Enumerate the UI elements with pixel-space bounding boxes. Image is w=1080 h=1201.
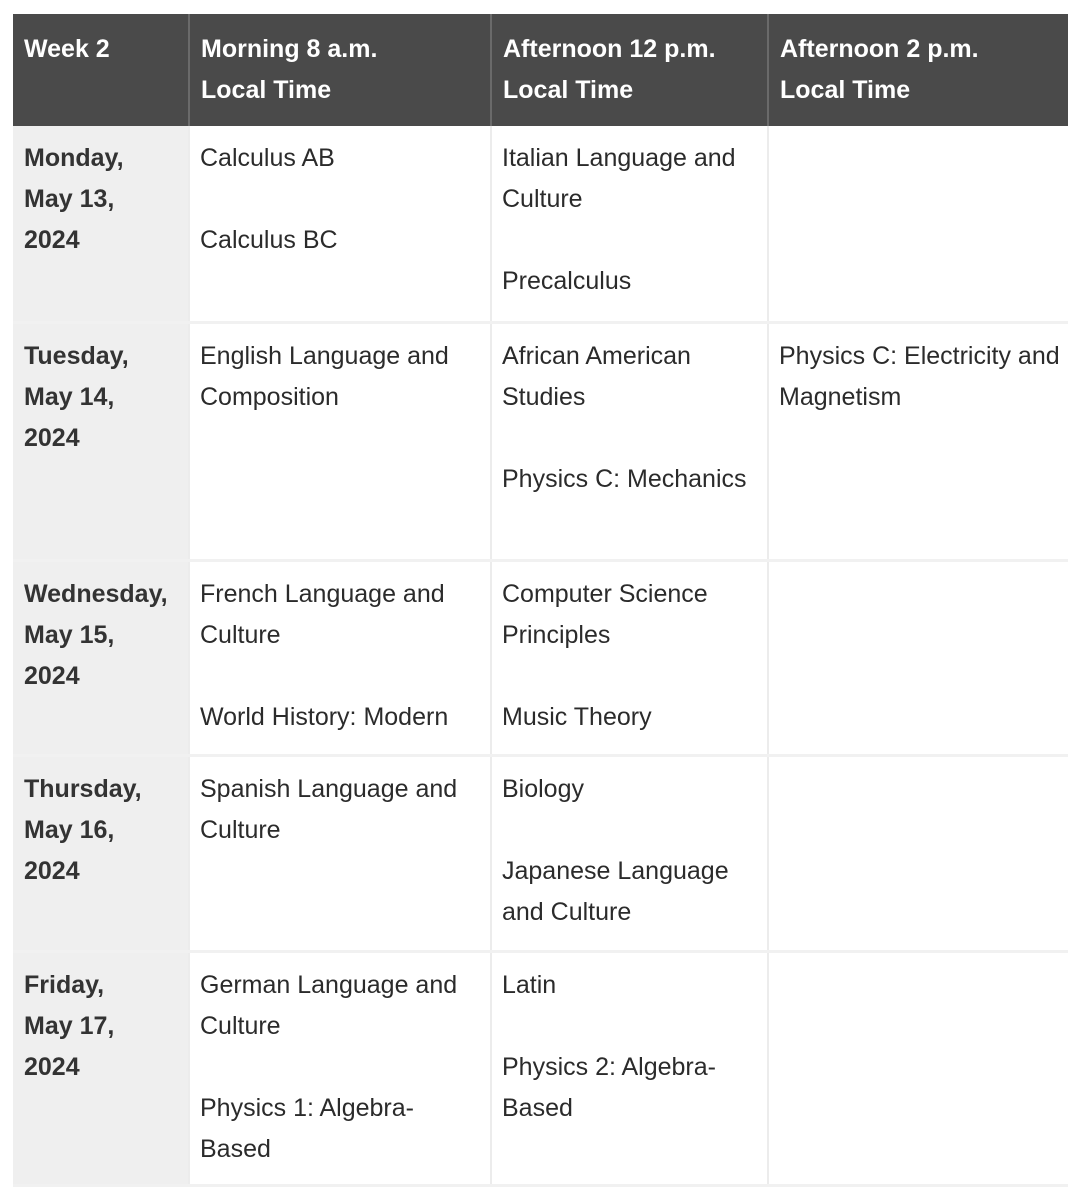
- header-row: [13, 14, 1068, 126]
- day-weekday: Monday,: [24, 144, 124, 172]
- exam-entry: African American Studies: [502, 341, 691, 411]
- morning-cell: [189, 560, 491, 755]
- day-date: May 15,: [24, 620, 115, 649]
- header-morning-line2: Local Time: [201, 76, 332, 104]
- morning-cell: [189, 126, 491, 322]
- afternoon-2-cell: [768, 951, 1068, 1185]
- day-cell: [13, 322, 189, 560]
- exam-entry: Italian Language and Culture: [502, 144, 736, 213]
- day-year: 2024: [24, 226, 80, 254]
- header-afternoon-2-line2: Local Time: [780, 76, 911, 104]
- table-row: [13, 755, 1068, 951]
- header-morning-line1: Morning 8 a.m.: [201, 35, 378, 63]
- afternoon-12-cell: [491, 126, 768, 322]
- exam-entry: Biology: [502, 774, 584, 803]
- day-year: 2024: [24, 1052, 80, 1081]
- afternoon-2-cell: [768, 755, 1068, 951]
- header-afternoon-12: [491, 14, 768, 126]
- afternoon-2-cell: [768, 560, 1068, 755]
- day-weekday: Tuesday,: [24, 341, 129, 370]
- morning-cell: [189, 755, 491, 951]
- exam-entry: French Language and Culture: [200, 579, 445, 649]
- day-cell: [13, 755, 189, 951]
- afternoon-12-cell: [491, 755, 768, 951]
- header-morning: [189, 14, 491, 126]
- exam-entry: Calculus AB: [200, 144, 335, 172]
- exam-entry: Physics C: Electricity and Magnetism: [779, 341, 1060, 411]
- header-afternoon-2: [768, 14, 1068, 126]
- exam-entry: Computer Science Principles: [502, 579, 708, 649]
- afternoon-12-cell: [491, 322, 768, 560]
- header-afternoon-12-line1: Afternoon 12 p.m.: [503, 35, 716, 63]
- day-weekday: Thursday,: [24, 774, 142, 803]
- header-week: [13, 14, 189, 126]
- day-date: May 14,: [24, 382, 115, 411]
- afternoon-12-cell: [491, 560, 768, 755]
- table-row: [13, 560, 1068, 755]
- day-year: 2024: [24, 423, 80, 452]
- afternoon-2-cell: [768, 322, 1068, 560]
- exam-entry: Calculus BC: [200, 226, 338, 254]
- afternoon-2-cell: [768, 126, 1068, 322]
- day-date: May 17,: [24, 1011, 115, 1040]
- exam-entry: Physics 1: Algebra-Based: [200, 1093, 414, 1163]
- exam-entry: Precalculus: [502, 267, 632, 295]
- exam-entry: English Language and Composition: [200, 341, 449, 411]
- day-date: May 16,: [24, 815, 115, 844]
- header-afternoon-2-line1: Afternoon 2 p.m.: [780, 35, 979, 63]
- exam-entry: German Language and Culture: [200, 970, 458, 1040]
- day-cell: [13, 560, 189, 755]
- day-year: 2024: [24, 661, 80, 690]
- day-cell: [13, 126, 189, 322]
- day-year: 2024: [24, 856, 80, 885]
- day-weekday: Friday,: [24, 970, 105, 999]
- day-cell: [13, 951, 189, 1185]
- table-row: [13, 126, 1068, 322]
- exam-entry: Latin: [502, 970, 557, 999]
- exam-schedule-table: [13, 14, 1068, 1187]
- header-week-line1: Week 2: [24, 35, 110, 63]
- exam-entry: Spanish Language and Culture: [200, 774, 458, 844]
- exam-entry: World History: Modern: [200, 702, 449, 731]
- table-row: [13, 322, 1068, 560]
- morning-cell: [189, 951, 491, 1185]
- exam-entry: Physics 2: Algebra-Based: [502, 1052, 716, 1122]
- morning-cell: [189, 322, 491, 560]
- day-date: May 13,: [24, 185, 115, 213]
- header-afternoon-12-line2: Local Time: [503, 76, 634, 104]
- day-weekday: Wednesday,: [24, 579, 168, 608]
- table-row: [13, 951, 1068, 1185]
- exam-entry: Physics C: Mechanics: [502, 464, 747, 493]
- exam-entry: Music Theory: [502, 702, 652, 731]
- afternoon-12-cell: [491, 951, 768, 1185]
- exam-entry: Japanese Language and Culture: [502, 856, 729, 926]
